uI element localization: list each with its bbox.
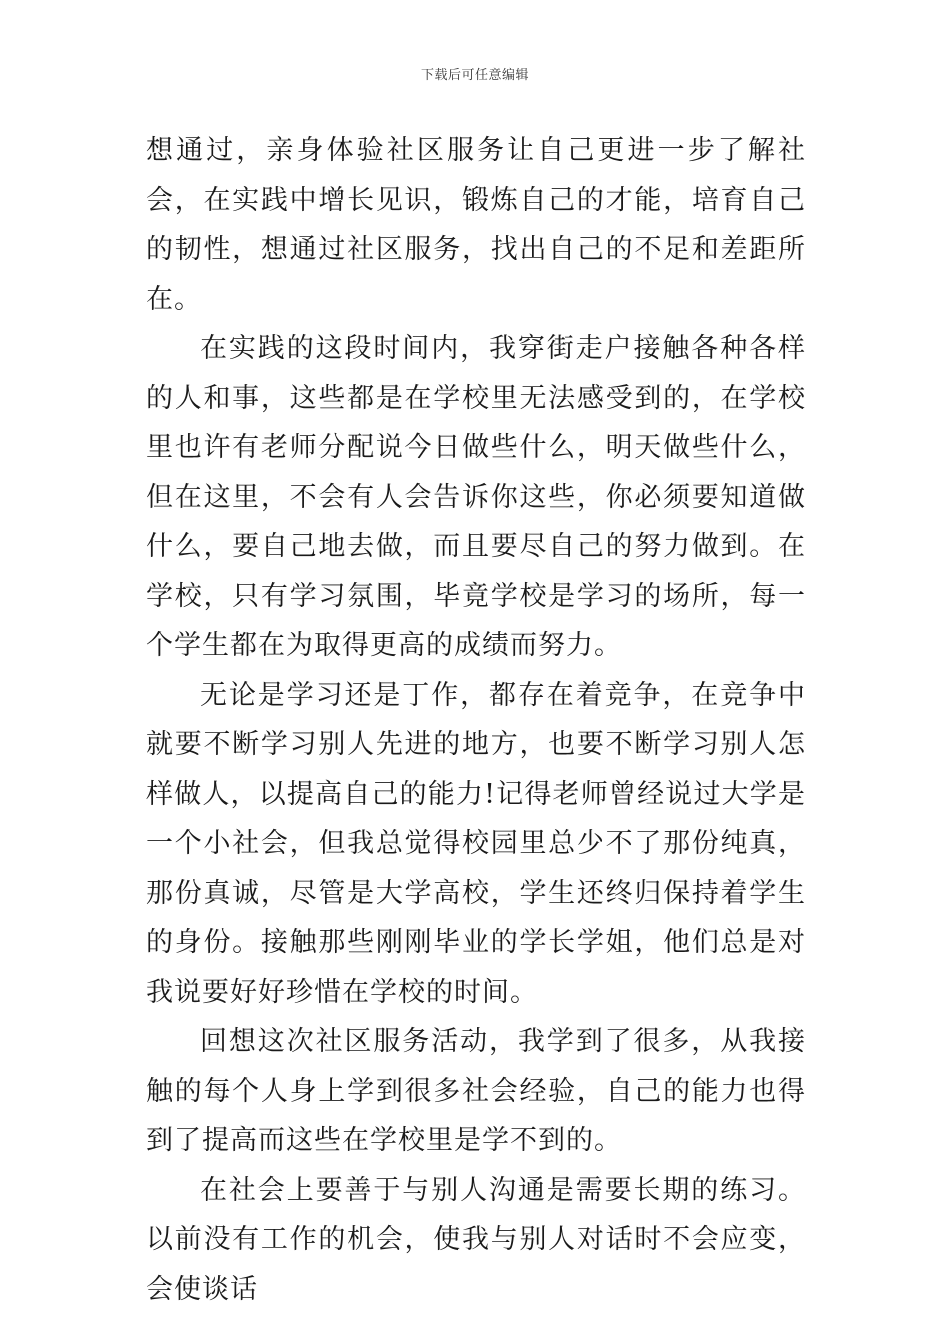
document-body: [146, 126, 806, 1314]
paragraph-5: 在社会上要善于与别人沟通是需要长期的练习。以前没有工作的机会，使我与别人对话时不会应变，会使谈话: [146, 1174, 806, 1305]
paragraph-1: 想通过，亲身体验社区服务让自己更进一步了解社会，在实践中增长见识，锻炼自己的才能，培育自己的韧性，想通过社区服务，找出自己的不足和差距所在。: [146, 135, 806, 315]
paragraph-4: 回想这次社区服务活动，我学到了很多，从我接触的每个人身上学到很多社会经验，自己的能力也得到了提高而这些在学校里是学不到的。: [146, 1026, 806, 1156]
paragraph-2: 在实践的这段时间内，我穿街走户接触各种各样的人和事，这些都是在学校里无法感受到的，在学校里也许有老师分配说今日做些什么，明天做些什么，但在这里，不会有人会告诉你这些，你必须要知道做什么，要自己地去做，而且要尽自己的努力做到。在学校，只有学习氛围，毕竟学校是学习的场所，每一个学生都在为取得更高的成绩而努力。: [146, 333, 806, 661]
page-header-note: 下载后可任意编辑: [420, 68, 529, 83]
paragraph-3: 无论是学习还是丁作，都存在着竞争，在竞争中就要不断学习别人先进的地方，也要不断学习别人怎样做人，以提高自己的能力!记得老师曾经说过大学是一个小社会，但我总觉得校园里总少不了那份纯真，那份真诚，尽管是大学高校，学生还终归保持着学生的身份。接触那些刚刚毕业的学长学姐，他们总是对我说要好好珍惜在学校的时间。: [146, 679, 806, 1008]
